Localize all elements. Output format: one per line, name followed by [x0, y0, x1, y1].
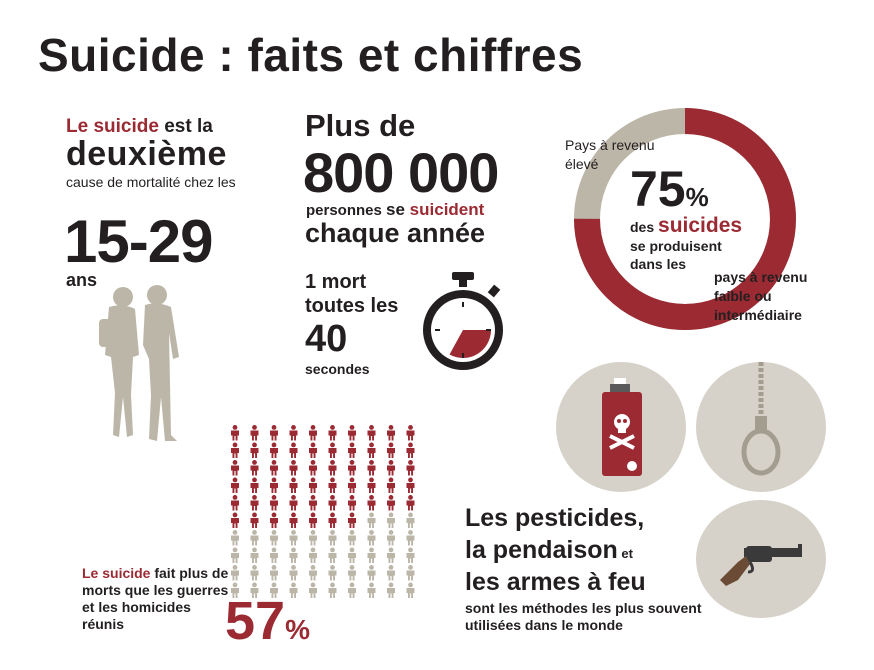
stat-war-text-red: Le suicide: [82, 565, 151, 581]
person-figure: [368, 530, 376, 546]
person-figure: [270, 478, 278, 494]
person-figure: [251, 548, 259, 564]
donut-text-a: des: [630, 219, 659, 235]
person-figure: [387, 530, 395, 546]
person-figure: [290, 530, 298, 546]
person-figure: [407, 443, 415, 459]
person-figure: [270, 495, 278, 511]
person-figure: [407, 583, 415, 599]
person-figure: [387, 495, 395, 511]
stat-war-percent: [225, 590, 310, 652]
person-figure: [329, 460, 337, 476]
person-figure: [329, 495, 337, 511]
person-figure: [368, 425, 376, 441]
person-figure: [309, 495, 317, 511]
methods-line1: Les pesticides,: [465, 504, 645, 532]
stat-war-text: [82, 565, 232, 633]
person-figure: [309, 565, 317, 581]
pesticide-circle: [556, 362, 686, 492]
person-figure: [309, 478, 317, 494]
person-figure: [231, 460, 239, 476]
stat-count-number: 800 000: [303, 141, 499, 204]
person-figure: [231, 425, 239, 441]
person-figure: [251, 460, 259, 476]
person-figure: [290, 425, 298, 441]
hanging-circle: [696, 362, 826, 492]
stat-age-cause: cause de mortalité chez les: [66, 174, 236, 190]
stat-age-range: 15-29: [64, 208, 213, 275]
person-figure: [309, 460, 317, 476]
person-figure: [348, 478, 356, 494]
donut-high-income-label: Pays à revenu élevé: [565, 137, 655, 172]
person-figure: [407, 478, 415, 494]
person-figure: [231, 548, 239, 564]
page-title: Suicide : faits et chiffres: [38, 29, 584, 81]
person-figure: [231, 495, 239, 511]
person-figure: [387, 443, 395, 459]
person-figure: [329, 548, 337, 564]
person-figure: [329, 565, 337, 581]
person-figure: [407, 513, 415, 529]
person-figure: [270, 443, 278, 459]
stat-war-percent-value: 57: [225, 591, 286, 651]
person-figure: [231, 443, 239, 459]
donut-text-line2: se produisent dans les: [630, 238, 722, 272]
donut-text-line1: [630, 214, 742, 238]
stat-count-line3-a: personnes: [306, 202, 387, 219]
person-figure: [387, 548, 395, 564]
noose-icon: [736, 362, 786, 474]
person-figure: [329, 443, 337, 459]
person-figure: [407, 460, 415, 476]
person-figure: [387, 478, 395, 494]
stat-frequency-intro: 1 mort toutes les: [305, 271, 399, 317]
person-figure: [309, 530, 317, 546]
person-figure: [387, 425, 395, 441]
young-people-illustration: [95, 285, 195, 450]
person-figure: [231, 565, 239, 581]
person-figure: [290, 495, 298, 511]
stat-age-rank: deuxième: [66, 135, 227, 173]
person-figure: [251, 565, 259, 581]
person-figure: [309, 513, 317, 529]
person-figure: [368, 495, 376, 511]
person-figure: [407, 495, 415, 511]
person-figure: [348, 460, 356, 476]
person-figure: [368, 583, 376, 599]
person-figure: [290, 548, 298, 564]
person-figure: [251, 495, 259, 511]
person-figure: [348, 583, 356, 599]
person-figure: [407, 565, 415, 581]
person-figure: [290, 443, 298, 459]
person-figure: [348, 530, 356, 546]
pesticide-can-icon: [600, 378, 644, 478]
person-figure: [348, 513, 356, 529]
stat-frequency-seconds: 40: [305, 318, 348, 360]
person-figure: [290, 460, 298, 476]
person-figure: [368, 443, 376, 459]
person-figure: [309, 425, 317, 441]
person-figure: [231, 530, 239, 546]
person-figure: [368, 548, 376, 564]
person-figure: [348, 425, 356, 441]
stat-count-line3: [306, 200, 484, 220]
person-figure: [329, 513, 337, 529]
revolver-icon: [716, 542, 804, 588]
person-figure: [329, 425, 337, 441]
donut-text-word: suicides: [658, 214, 743, 237]
person-figure: [387, 513, 395, 529]
stat-age-intro-rest: est la: [158, 116, 213, 137]
person-figure: [329, 478, 337, 494]
person-figure: [270, 460, 278, 476]
person-figure: [251, 513, 259, 529]
person-figure: [329, 583, 337, 599]
person-figure: [368, 513, 376, 529]
person-figure: [387, 565, 395, 581]
person-figure: [270, 513, 278, 529]
methods-line4: sont les méthodes les plus souvent utilisées dans le monde: [465, 600, 702, 633]
person-figure: [270, 565, 278, 581]
person-figure: [251, 425, 259, 441]
person-figure: [251, 478, 259, 494]
stat-war-text-rest: fait plus de morts que les guerres et les homicides réunis: [82, 565, 229, 632]
person-figure: [348, 495, 356, 511]
person-figure: [348, 443, 356, 459]
stat-war-percent-sign: %: [285, 614, 310, 645]
person-figure: [270, 548, 278, 564]
people-pictogram: [226, 424, 426, 604]
person-figure: [368, 460, 376, 476]
methods-line2-main: la pendaison: [465, 536, 618, 564]
donut-percent-sign: %: [685, 182, 709, 212]
person-figure: [309, 443, 317, 459]
person-figure: [387, 460, 395, 476]
person-figure: [368, 565, 376, 581]
stat-count-line3-b: se: [386, 200, 410, 219]
person-figure: [309, 583, 317, 599]
person-figure: [329, 530, 337, 546]
stat-count-line4: chaque année: [305, 218, 486, 248]
person-figure: [251, 530, 259, 546]
person-figure: [270, 530, 278, 546]
stat-frequency-unit: secondes: [305, 361, 370, 377]
person-figure: [407, 425, 415, 441]
methods-line2-small: et: [617, 546, 633, 561]
methods-line3: les armes à feu: [465, 568, 646, 596]
stat-count-line3-c: suicident: [409, 200, 485, 219]
donut-percent-value: 75: [630, 161, 686, 217]
person-figure: [251, 443, 259, 459]
stat-count-intro: Plus de: [305, 108, 416, 143]
person-figure: [231, 478, 239, 494]
person-figure: [348, 548, 356, 564]
stat-age-intro-red: Le suicide: [66, 116, 159, 137]
person-figure: [368, 478, 376, 494]
person-figure: [309, 548, 317, 564]
person-figure: [387, 583, 395, 599]
person-figure: [290, 478, 298, 494]
person-figure: [270, 425, 278, 441]
person-figure: [290, 565, 298, 581]
person-figure: [407, 548, 415, 564]
stat-age-unit: ans: [66, 270, 98, 290]
donut-percent: [630, 160, 709, 218]
stopwatch-icon: [418, 270, 508, 375]
person-figure: [348, 565, 356, 581]
person-figure: [290, 513, 298, 529]
donut-low-income-label: pays à revenu faible ou intermédiaire: [714, 269, 808, 323]
person-figure: [231, 513, 239, 529]
methods-line2: [465, 536, 633, 565]
person-figure: [407, 530, 415, 546]
